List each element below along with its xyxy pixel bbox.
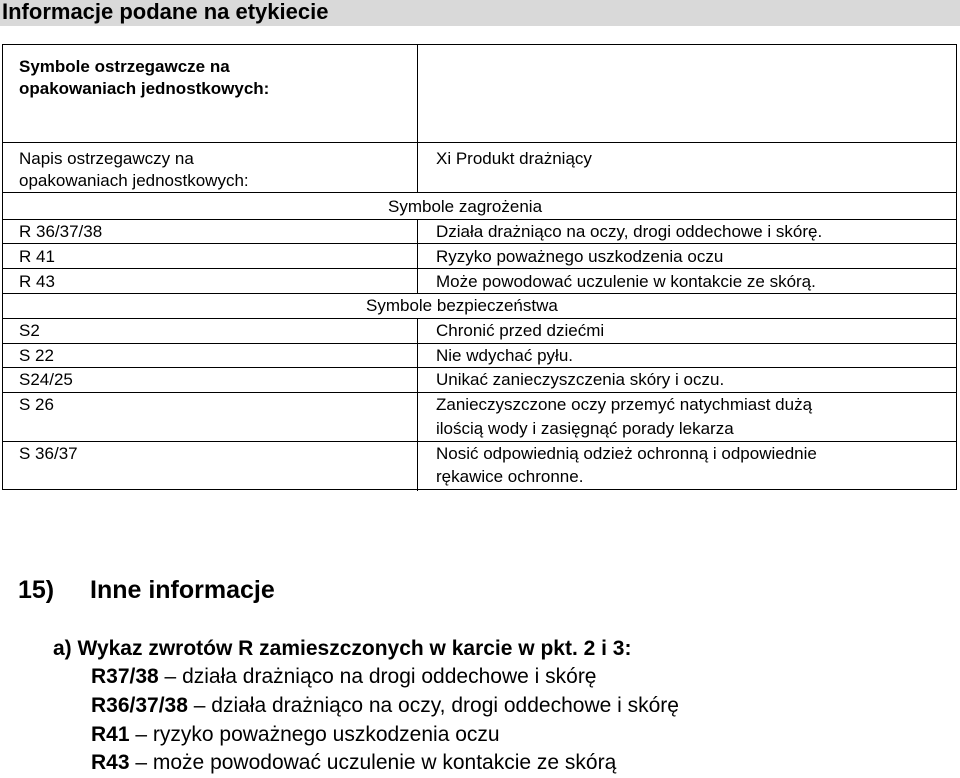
- safety-text: Zanieczyszczone oczy przemyć natychmiast dużą: [436, 395, 813, 414]
- r-phrase-text: – działa drażniąco na oczy, drogi oddechowe i skórę: [187, 694, 679, 717]
- safety-text: Unikać zanieczyszczenia skóry i oczu.: [436, 370, 725, 389]
- table-divider: [3, 192, 956, 193]
- hazard-section-title: Symbole zagrożenia: [388, 197, 543, 216]
- table-column-divider: [417, 45, 418, 192]
- r-phrase-line: [91, 751, 616, 775]
- table-divider: [3, 142, 956, 143]
- hazard-text: Może powodować uczulenie w kontakcie ze skórą.: [436, 272, 816, 291]
- table-divider: [3, 243, 956, 244]
- safety-text: Chronić przed dziećmi: [436, 321, 605, 340]
- r-phrase-line: [91, 723, 500, 747]
- hazard-code: R 43: [19, 272, 55, 291]
- safety-text-cont: ilością wody i zasięgnąć porady lekarza: [436, 419, 734, 438]
- subsection-a-heading: a) Wykaz zwrotów R zamieszczonych w karcie w pkt. 2 i 3:: [53, 637, 632, 660]
- safety-code: S 26: [19, 395, 54, 414]
- page-title: Informacje podane na etykiecie: [2, 0, 329, 24]
- table-column-divider: [417, 219, 418, 293]
- warning-label-line1: Napis ostrzegawczy na: [19, 149, 194, 168]
- symbols-label-line2: opakowaniach jednostkowych:: [19, 79, 270, 98]
- table-divider: [3, 293, 956, 294]
- hazard-text: Ryzyko poważnego uszkodzenia oczu: [436, 247, 724, 266]
- hazard-text: Działa drażniąco na oczy, drogi oddechowe i skórę.: [436, 222, 823, 241]
- table-divider: [3, 318, 956, 319]
- label-info-table: [2, 44, 957, 490]
- section-number: 15): [18, 576, 55, 604]
- r-phrase-code: R43: [91, 751, 130, 774]
- r-phrase-code: R41: [91, 723, 130, 746]
- safety-text: Nie wdychać pyłu.: [436, 346, 574, 365]
- table-divider: [3, 219, 956, 220]
- r-phrase-code: R36/37/38: [91, 694, 188, 717]
- table-divider: [3, 343, 956, 344]
- table-divider: [3, 441, 956, 442]
- r-phrase-text: – może powodować uczulenie w kontakcie ze skórą: [129, 751, 617, 774]
- hazard-code: R 41: [19, 247, 55, 266]
- safety-text: Nosić odpowiednią odzież ochronną i odpowiednie: [436, 444, 817, 463]
- safety-code: S24/25: [19, 370, 73, 389]
- r-phrase-line: [91, 665, 597, 689]
- safety-text-cont: rękawice ochronne.: [436, 467, 584, 486]
- r-phrase-line: [91, 694, 679, 718]
- safety-section-title: Symbole bezpieczeństwa: [366, 296, 558, 315]
- table-divider: [3, 392, 956, 393]
- section-title: Inne informacje: [90, 576, 275, 604]
- safety-code: S2: [19, 321, 40, 340]
- table-divider: [3, 367, 956, 368]
- warning-value: Xi Produkt drażniący: [436, 149, 592, 168]
- r-phrase-code: R37/38: [91, 665, 159, 688]
- warning-label-line2: opakowaniach jednostkowych:: [19, 171, 249, 190]
- r-phrase-text: – ryzyko poważnego uszkodzenia oczu: [129, 723, 500, 746]
- r-phrase-text: – działa drażniąco na drogi oddechowe i skórę: [158, 665, 597, 688]
- safety-code: S 36/37: [19, 444, 78, 463]
- section-heading-bar: [0, 0, 960, 26]
- symbols-label-line1: Symbole ostrzegawcze na: [19, 57, 230, 76]
- safety-code: S 22: [19, 346, 54, 365]
- section-15-heading: [18, 576, 275, 605]
- hazard-code: R 36/37/38: [19, 222, 103, 241]
- table-divider: [3, 268, 956, 269]
